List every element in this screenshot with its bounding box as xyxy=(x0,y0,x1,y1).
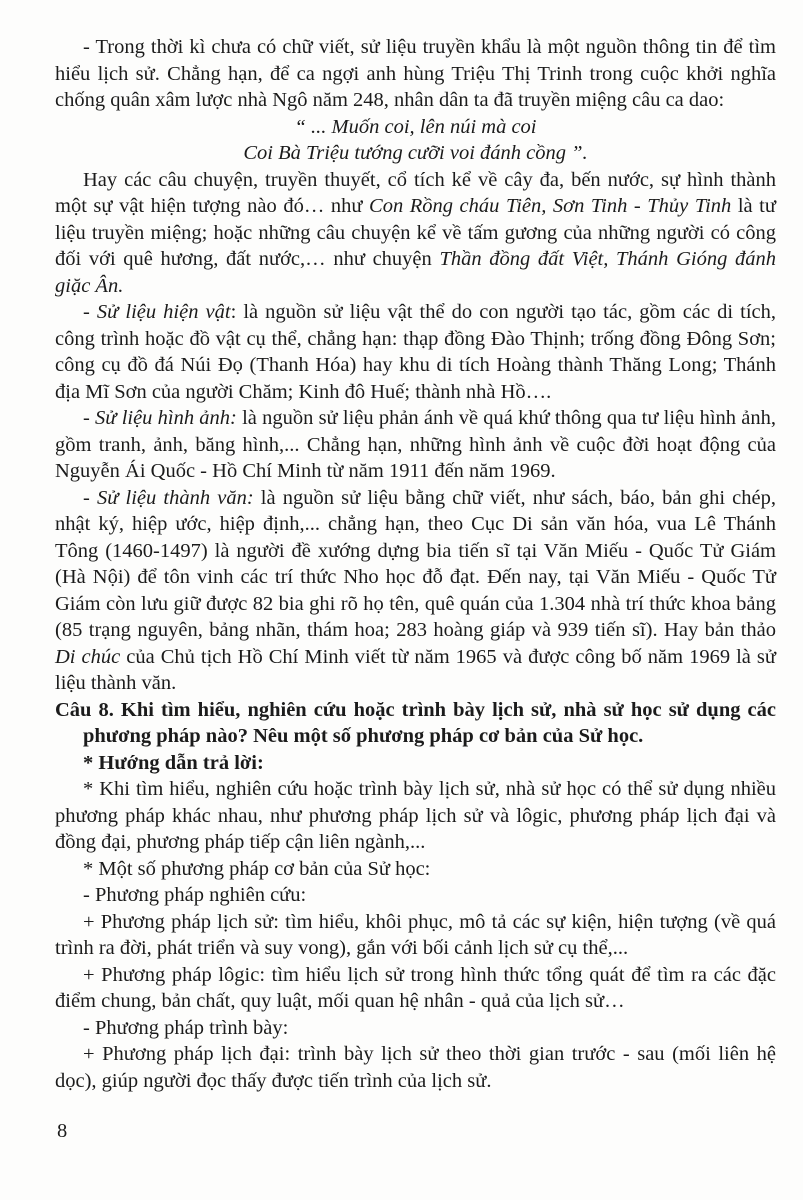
paragraph-material-sources xyxy=(55,299,782,405)
text-run: - xyxy=(83,486,97,509)
text-run-italic: Thần đồng đất Việt, Thánh Gióng đánh giặc Ân. xyxy=(55,248,782,297)
text-run: : là nguồn sử liệu vật thể do con người tạo tác, gồm các di tích, công trình hoặc đồ vật cụ thể, chẳng hạn: thạp đồng Đào Thịnh; trống đồng Đông Sơn; công cụ đồ đá Núi Đọ (Thanh Hóa) hay khu di tích Hoàng thành Thăng Long; Thánh địa Mĩ Sơn của người Chăm; Kinh đô Huế; thành nhà Hồ…. xyxy=(55,301,782,403)
text-run: - Phương pháp trình bày: xyxy=(83,1016,289,1039)
text-run: - Trong thời kì chưa có chữ viết, sử liệu truyền khẩu là một nguồn thông tin để tìm hiểu lịch sử. Chẳng hạn, để ca ngợi anh hùng Triệu Thị Trinh trong cuộc khởi nghĩa chống quân xâm lược nhà Ngô năm 248, nhân dân ta đã truyền miệng câu ca dao: xyxy=(55,36,782,111)
text-run-italic: Sử liệu thành văn: xyxy=(96,486,254,509)
text-run: * Một số phương pháp cơ bản của Sử học: xyxy=(83,857,431,880)
text-run: là nguồn sử liệu bằng chữ viết, như sách, báo, bản ghi chép, nhật ký, hiệp ước, hiệp định,... chẳng hạn, theo Cục Di sản văn hóa, vua Lê Thánh Tông (1460-1497) là người đề xướng dựng bia tiến sĩ tại Văn Miếu - Quốc Tử Giám (Hà Nội) để tôn vinh các trí thức Nho học đỗ đạt. Đến nay, tại Văn Miếu - Quốc Tử Giám còn lưu giữ được 82 bia ghi rõ họ tên, quê quán của 1.304 nhà trí thức khoa bảng (85 trạng nguyên, bảng nhãn, thám hoa; 283 hoàng giáp và 939 tiến sĩ). Hay bản thảo xyxy=(55,486,782,641)
paragraph-chronological-method xyxy=(55,1041,782,1094)
text-run: * Khi tìm hiểu, nghiên cứu hoặc trình bày lịch sử, nhà sử học có thể sử dụng nhiều phương pháp khác nhau, như phương pháp lịch sử và lôgic, phương pháp lịch đại và đồng đại, phương pháp tiếp cận liên ngành,... xyxy=(55,778,782,853)
paragraph-image-sources xyxy=(55,405,782,485)
text-run: - xyxy=(83,407,96,429)
paragraph-written-sources xyxy=(55,485,782,697)
question-8-heading xyxy=(55,697,782,750)
text-run: là tư liệu truyền miệng; hoặc những câu chuyện kể về tấm gương của những người có công đối với quê hương, đất nước,… như chuyện xyxy=(55,195,782,270)
paragraph-logical-method xyxy=(55,962,782,1015)
answer-guide-label xyxy=(55,750,776,777)
folk-verse-quote xyxy=(55,114,776,167)
text-run: của Chủ tịch Hồ Chí Minh viết từ năm 1965 và được công bố năm 1969 là sử liệu thành văn. xyxy=(55,645,782,694)
quote-line-2: Coi Bà Triệu tướng cưỡi voi đánh cồng ”. xyxy=(243,142,588,164)
paragraph-basic-methods-label xyxy=(55,856,776,883)
quote-line-1: “ ... Muốn coi, lên núi mà coi xyxy=(294,115,537,138)
paragraph-historical-method xyxy=(55,909,782,962)
text-run: + Phương pháp lôgic: tìm hiểu lịch sử trong hình thức tổng quát để tìm ra các đặc điểm chung, bản chất, quy luật, mối quan hệ nhân - quả của lịch sử… xyxy=(55,963,782,1012)
paragraph-methods-intro xyxy=(55,776,782,856)
text-run: + Phương pháp lịch sử: tìm hiểu, khôi phục, mô tả các sự kiện, hiện tượng (về quá trình ra đời, phát triển và suy vong), gắn với bối cảnh lịch sử cụ thể,... xyxy=(55,910,782,959)
text-run-bold: * Hướng dẫn trả lời: xyxy=(83,751,264,774)
text-run: là nguồn sử liệu phản ánh về quá khứ thông qua tư liệu hình ảnh, gồm tranh, ảnh, băng hình,... Chẳng hạn, những hình ảnh về cuộc đời hoạt động của Nguyễn Ái Quốc - Hồ Chí Minh từ năm 1911 đến năm 1969. xyxy=(55,407,782,482)
text-run-italic: Con Rồng cháu Tiên, Sơn Tinh - Thủy Tinh xyxy=(369,195,732,217)
text-run: Hay các câu chuyện, truyền thuyết, cổ tích kể về cây đa, bến nước, sự hình thành một sự vật hiện tượng nào đó… như xyxy=(55,168,782,217)
paragraph-stories xyxy=(55,167,782,300)
text-run-bold: Câu 8. Khi tìm hiểu, nghiên cứu hoặc trình bày lịch sử, nhà sử học sử dụng các phương pháp nào? Nêu một số phương pháp cơ bản của Sử học. xyxy=(55,698,782,747)
paragraph-presentation-methods-label xyxy=(55,1015,776,1042)
text-run-italic: Sử liệu hiện vật xyxy=(96,301,231,323)
paragraph-research-methods-label xyxy=(55,882,776,909)
page-number: 8 xyxy=(57,1120,68,1142)
text-run-italic: Sử liệu hình ảnh: xyxy=(95,407,237,429)
paragraph-oral-sources xyxy=(55,34,782,114)
text-run: + Phương pháp lịch đại: trình bày lịch sử theo thời gian trước - sau (mối liên hệ dọc), giúp người đọc thấy được tiến trình của lịch sử. xyxy=(55,1043,782,1092)
text-run: - Phương pháp nghiên cứu: xyxy=(83,884,307,906)
text-run: - xyxy=(83,301,97,323)
text-run-italic: Di chúc xyxy=(55,645,121,668)
